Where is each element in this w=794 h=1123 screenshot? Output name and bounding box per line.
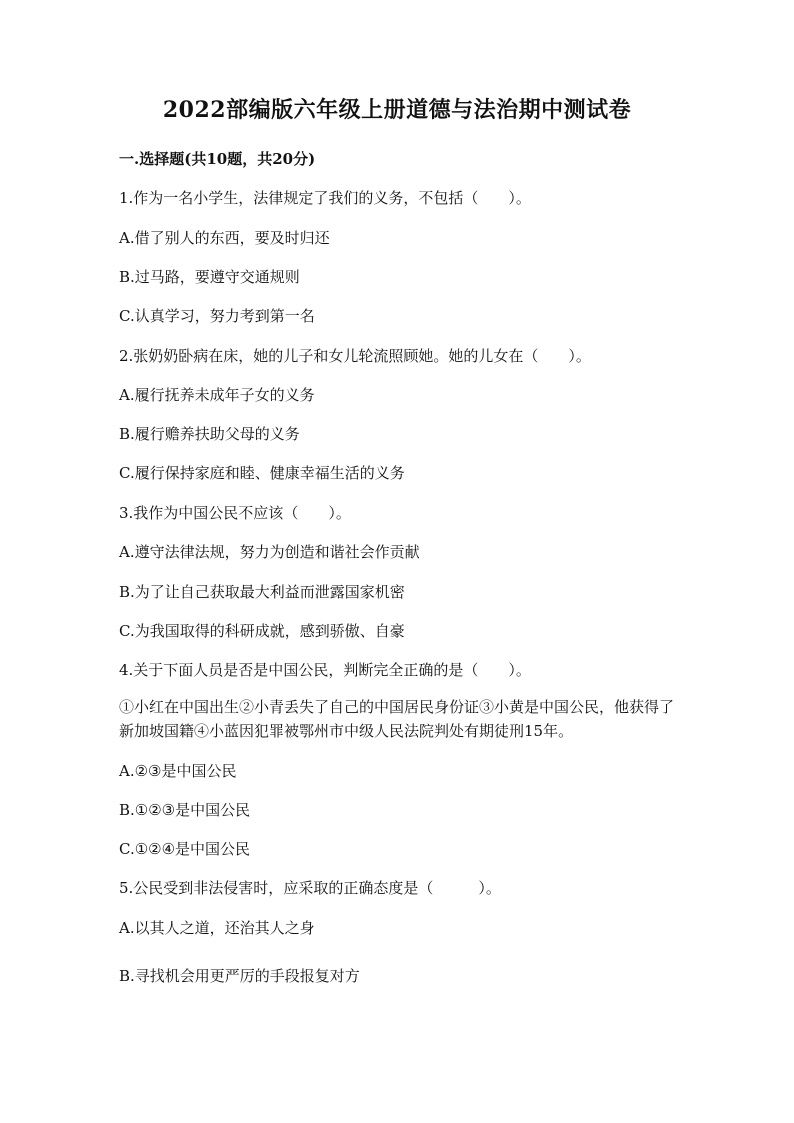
exam-title: 2022部编版六年级上册道德与法治期中测试卷 [162,97,632,123]
question-1-option-b: B.过马路，要遵守交通规则 [119,268,300,286]
section-heading: 一.选择题(共10题，共20分) [119,150,316,168]
question-5-stem: 5.公民受到非法侵害时，应采取的正确态度是（ ）。 [119,879,501,897]
question-3-option-c: C.为我国取得的科研成就，感到骄傲、自豪 [119,622,405,640]
question-2-option-b: B.履行赡养扶助父母的义务 [119,425,300,443]
question-4-option-b: B.①②③是中国公民 [119,801,251,819]
question-4-detail: ①小红在中国出生②小青丢失了自己的中国居民身份证③小黄是中国公民，他获得了新加坡国籍④小蓝因犯罪被鄂州市中级人民法院判处有期徒刑15年。 [119,698,675,740]
question-2-option-c: C.履行保持家庭和睦、健康幸福生活的义务 [119,464,405,482]
question-5-option-a: A.以其人之道，还治其人之身 [119,919,315,937]
question-3-option-a: A.遵守法律法规，努力为创造和谐社会作贡献 [119,543,420,561]
question-3-stem: 3.我作为中国公民不应该（ ）。 [119,504,351,522]
question-4-option-a: A.②③是中国公民 [119,762,237,780]
question-4-stem: 4.关于下面人员是否是中国公民，判断完全正确的是（ ）。 [119,661,531,679]
question-1-option-a: A.借了别人的东西，要及时归还 [119,229,330,247]
question-1-stem: 1.作为一名小学生，法律规定了我们的义务，不包括（ ）。 [119,189,531,207]
question-2-option-a: A.履行抚养未成年子女的义务 [119,386,315,404]
question-4-option-c: C.①②④是中国公民 [119,840,251,858]
question-1-option-c: C.认真学习，努力考到第一名 [119,307,315,325]
question-5-option-b: B.寻找机会用更严厉的手段报复对方 [119,967,360,985]
question-3-option-b: B.为了让自己获取最大利益而泄露国家机密 [119,583,405,601]
question-2-stem: 2.张奶奶卧病在床，她的儿子和女儿轮流照顾她。她的儿女在（ ）。 [119,347,591,365]
